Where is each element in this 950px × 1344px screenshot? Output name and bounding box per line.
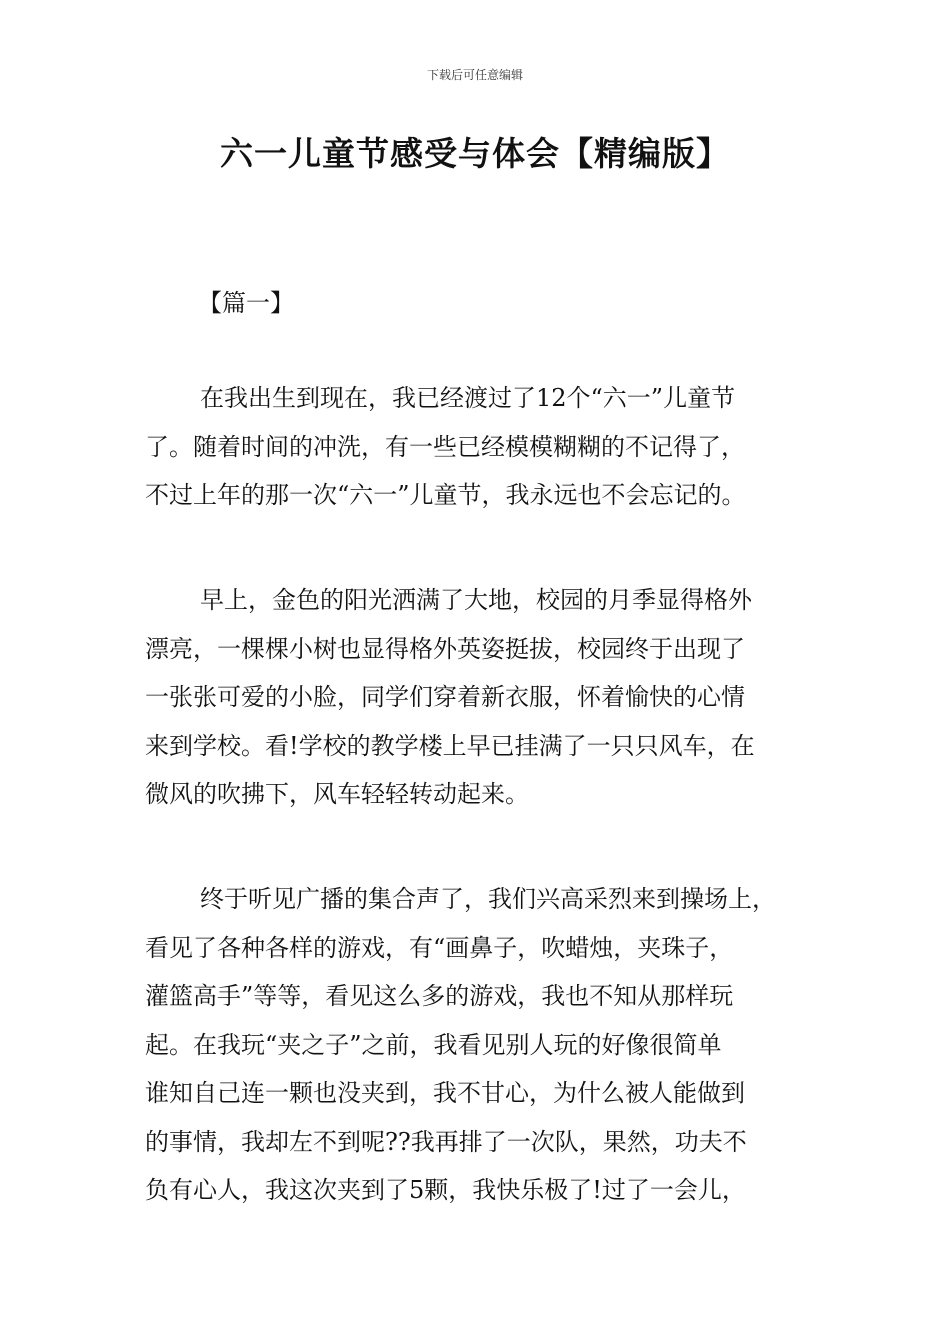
paragraph-2 — [145, 576, 825, 819]
paragraph-3 — [145, 875, 825, 1215]
document-title: 六一儿童节感受与体会【精编版】 — [220, 134, 730, 173]
paragraph-line: 微风的吹拂下，风车轻轻转动起来。 — [145, 780, 529, 808]
paragraph-line: 的事情，我却左不到呢??我再排了一次队，果然，功夫不 — [145, 1127, 747, 1156]
section-label: 【篇一】 — [198, 289, 294, 317]
paragraph-line: 来到学校。看!学校的教学楼上早已挂满了一只只风车，在 — [145, 731, 755, 760]
page-header-note: 下载后可任意编辑 — [426, 68, 523, 82]
paragraph-line: 一张张可爱的小脸，同学们穿着新衣服，怀着愉快的心情 — [145, 683, 745, 711]
paragraph-line: 起。在我玩“夹之子”之前，我看见别人玩的好像很简单 — [145, 1030, 722, 1059]
paragraph-1 — [145, 374, 825, 520]
paragraph-line: 看见了各种各样的游戏，有“画鼻子，吹蜡烛，夹珠子， — [145, 933, 734, 962]
paragraph-line: 灌篮高手”等等，看见这么多的游戏，我也不知从那样玩 — [145, 982, 734, 1010]
paragraph-line: 了。随着时间的冲洗，有一些已经模模糊糊的不记得了， — [145, 432, 745, 461]
paragraph-line: 谁知自己连一颗也没夹到，我不甘心，为什么被人能做到 — [145, 1079, 745, 1107]
paragraph-line: 负有心人，我这次夹到了5颗，我快乐极了!过了一会儿， — [145, 1176, 746, 1204]
paragraph-line: 早上，金色的阳光洒满了大地，校园的月季显得格外 — [200, 586, 752, 614]
paragraph-line: 终于听见广播的集合声了，我们兴高采烈来到操场上， — [200, 885, 776, 913]
paragraph-line: 在我出生到现在，我已经渡过了12个“六一”儿童节 — [200, 384, 736, 412]
paragraph-line: 漂亮，一棵棵小树也显得格外英姿挺拔，校园终于出现了 — [145, 634, 745, 663]
paragraph-line: 不过上年的那一次“六一”儿童节，我永远也不会忘记的。 — [145, 481, 746, 509]
